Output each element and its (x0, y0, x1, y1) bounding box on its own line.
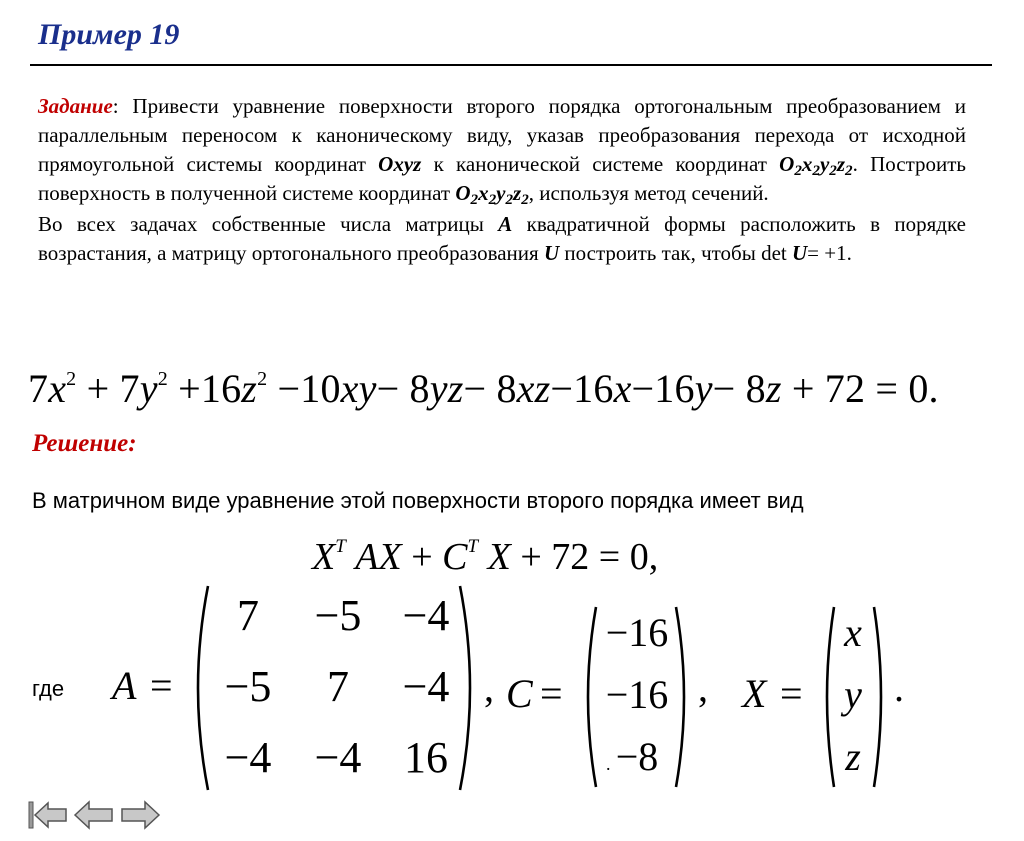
go-first-icon[interactable] (26, 798, 70, 832)
matrix-u-symbol: U (543, 241, 560, 265)
period-after-x: . (894, 665, 904, 710)
vector-x-cell: x (844, 610, 862, 655)
task-text-2: к канонической системе координат (421, 152, 780, 176)
matrix-a-equals: = (150, 663, 173, 708)
slide-navigation (26, 798, 162, 832)
matrix-a-cell: 7 (237, 591, 259, 640)
matrix-a-cell: 16 (404, 733, 448, 782)
matrix-a-left-paren (186, 583, 210, 793)
matrix-u-symbol-det: U (792, 241, 808, 265)
matrix-a-cell: −4 (402, 591, 450, 640)
matrix-a-cell: 7 (327, 662, 349, 711)
vector-c-cell: −16 (605, 672, 669, 717)
matrix-equation: $X^T$ AX + $C^T$ X + 72 = 0, (312, 535, 659, 578)
comma-after-c: , (698, 665, 708, 710)
task-p2-text-d: = +1. (807, 241, 852, 265)
matrix-a-cell: −4 (402, 662, 450, 711)
vector-c (578, 604, 694, 790)
vector-c-equals: = (540, 671, 563, 716)
solution-label: Решение: (32, 430, 137, 457)
task-p2-text-a: Во всех задачах собственные числа матрицы (38, 212, 499, 236)
vector-x-label: X (742, 671, 767, 716)
coord-system-oxyz: Oxyz (378, 152, 422, 176)
go-forward-icon[interactable] (118, 798, 162, 832)
matrix-a-cell: −4 (314, 733, 362, 782)
task-text-4: , используя метод сечений. (528, 181, 769, 205)
task-label: Задание (38, 94, 113, 118)
vector-c-stray-dot: . (606, 754, 611, 774)
task-label-colon: : (112, 94, 119, 118)
vector-x (818, 604, 890, 790)
slide-title: Пример 19 (38, 18, 180, 51)
vector-x-equals: = (780, 671, 803, 716)
coord-system-o2x2y2z2-a: $O_2x_2y_2z_2$ (779, 152, 853, 180)
matrix-a-symbol: A (498, 212, 513, 236)
matrix-a-cell: −4 (224, 733, 272, 782)
vector-x-cell: y (844, 672, 862, 717)
matrix-form-text: В матричном виде уравнение этой поверхности второго порядка имеет вид (32, 488, 804, 513)
surface-equation: $7x^2 + 7y^2 +16z^2 -10xy- 8yz- 8xz-16x-16y- 8z + 72 = 0$. (28, 366, 939, 411)
matrix-a-cell: −5 (314, 591, 362, 640)
task-paragraph-1 (38, 92, 966, 208)
go-back-icon[interactable] (72, 798, 116, 832)
task-p2-text-c: построить так, чтобы det (559, 241, 792, 265)
where-label: где (32, 676, 65, 701)
matrix-a (186, 583, 482, 793)
title-divider (30, 64, 992, 66)
task-text-3: . Построить поверхность в полученной системе координат (38, 152, 967, 205)
matrix-a-label: A (112, 663, 137, 708)
vector-c-cell: −16 (605, 610, 669, 655)
task-p2-text-b: квадратичной формы расположить в порядке возрастания, а матрицу ортогонального преобразования (38, 212, 966, 265)
task-text-1: Привести уравнение поверхности второго порядка ортогональным преобразованием и параллельным переносом к каноническому виду, указав преобразования перехода от исходной прямоугольной системы координат (38, 94, 966, 176)
coord-system-o2x2y2z2-b: $O_2x_2y_2z_2$ (455, 181, 529, 209)
task-paragraph-2 (38, 210, 966, 268)
vector-c-label: C (506, 671, 533, 716)
vector-c-cell: −8 (615, 734, 659, 779)
task-block (38, 92, 966, 268)
comma-after-a: , (484, 665, 494, 710)
matrix-a-cell: −5 (224, 662, 272, 711)
vector-x-cell: z (845, 734, 861, 779)
